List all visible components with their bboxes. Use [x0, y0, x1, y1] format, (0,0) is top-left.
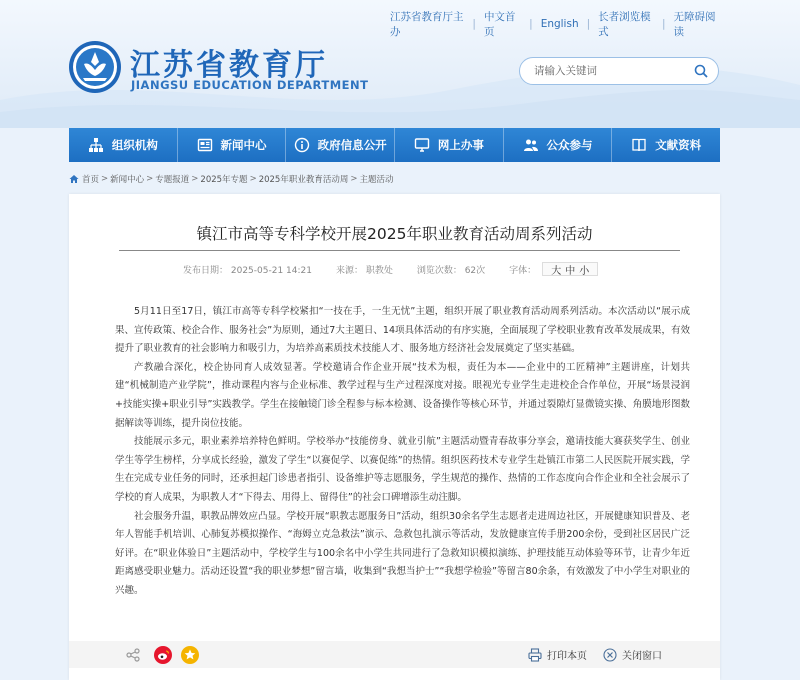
- breadcrumb-2025-topics[interactable]: 2025年专题: [200, 175, 248, 185]
- info-disclosure-icon: [294, 137, 310, 153]
- article-source: 来源： 职教处: [335, 265, 393, 276]
- close-window-button[interactable]: [603, 647, 662, 662]
- close-label: 关闭窗口: [622, 651, 662, 662]
- nav-item-info-disclosure[interactable]: [286, 128, 395, 162]
- education-department-logo[interactable]: [68, 40, 122, 94]
- org-chart-icon: [88, 137, 104, 153]
- home-icon: [69, 174, 79, 184]
- top-link-accessibility[interactable]: 无障碍阅读: [673, 11, 716, 38]
- publish-date: 发布日期： 2025-05-21 14:21: [183, 265, 312, 276]
- breadcrumb-theme-activities[interactable]: 主题活动: [359, 175, 394, 185]
- nav-item-organization[interactable]: [69, 128, 178, 162]
- top-link-separator: |: [529, 18, 533, 30]
- nav-item-label: 组织机构: [111, 138, 158, 152]
- title-divider: [119, 250, 680, 251]
- search-input[interactable]: [534, 65, 679, 77]
- font-size-medium[interactable]: 中: [565, 265, 576, 277]
- article-paragraph: 社会服务升温，职教品牌效应凸显。学校开展“职教志愿服务日”活动，组织30余名学生志愿者走进周边社区，开展健康知识普及、老年人智能手机培训、心肺复苏模拟操作、“海姆立克急救法”演示、急救包扎演示等活动，发放健康宣传手册200余份，受到社区居民广泛好评。在“职业体验日”主题活动中，学校学生与100余名中小学生共同进行了急救知识模拟演练、护理技能互动体验等环节，让青少年近距离感受职业魅力。活动还设置“我的职业梦想”留言墙，收集到“我想当护士”“我想学检验”等留言80余条，有效激发了中小学生对职业的兴趣。: [115, 510, 690, 596]
- article-title: 镇江市高等专科学校开展2025年职业教育活动周系列活动: [196, 225, 593, 243]
- font-size-large[interactable]: 大: [551, 265, 562, 277]
- close-icon: [603, 648, 617, 662]
- nav-item-label: 新闻中心: [220, 138, 267, 152]
- top-link-separator: |: [586, 18, 591, 30]
- main-nav: [69, 128, 720, 162]
- top-link-english[interactable]: English: [540, 18, 579, 30]
- newspaper-icon: [197, 137, 213, 153]
- view-count: 浏览次数： 62次: [416, 265, 486, 276]
- search-icon[interactable]: [694, 64, 708, 78]
- breadcrumb-special-reports[interactable]: 专题报道: [155, 175, 190, 185]
- font-size-switcher: [542, 262, 598, 276]
- printer-icon: [528, 648, 542, 662]
- top-link-separator: |: [472, 18, 476, 30]
- breadcrumb-separator: >: [146, 174, 154, 184]
- article-meta: [183, 263, 598, 275]
- top-links: [390, 11, 720, 38]
- article-card: [69, 194, 720, 680]
- site-subtitle: JIANGSU EDUCATION DEPARTMENT: [131, 78, 369, 92]
- breadcrumb-separator: >: [350, 174, 358, 184]
- font-size-label: 字体：: [509, 265, 537, 276]
- breadcrumb-separator: >: [191, 174, 199, 184]
- nav-item-news[interactable]: [178, 128, 287, 162]
- nav-item-label: 公众参与: [546, 138, 593, 152]
- site-header: [0, 0, 800, 128]
- breadcrumb-separator: >: [101, 174, 109, 184]
- footer-actions: [528, 647, 662, 662]
- search-box: [519, 57, 719, 85]
- people-icon: [523, 137, 539, 153]
- book-icon: [631, 137, 647, 153]
- nav-item-documents[interactable]: [612, 128, 720, 162]
- article-paragraph: 产教融合深化，校企协同育人成效显著。学校邀请合作企业开展“技术为根，责任为本——企业中的工匠精神”主题讲座，计划共建“机械制造产业学院”，推动课程内容与企业标准、教学过程与生产过程深度对接。眼视光专业学生走进校企合作单位，开展“场景浸润+技能实操+职业引导”实践教学。学生在接触镜门诊全程参与标本检测、设备操作等核心环节，并通过裂隙灯显微镜实操、角膜地形图数据解读等训练，提升岗位技能。: [115, 361, 690, 429]
- print-label: 打印本页: [547, 651, 587, 662]
- article-footer-bar: [69, 641, 720, 668]
- breadcrumb-home[interactable]: 首页: [82, 175, 100, 185]
- top-link-elderly-mode[interactable]: 长者浏览模式: [598, 11, 651, 38]
- article-paragraph: 5月11日至17日，镇江市高等专科学校紧扣“一技在手，一生无忧”主题，组织开展了职业教育活动周系列活动。本次活动以“展示成果、宣传政策、校企合作、服务社会”为原则，通过7大主题日、14项具体活动的有序实施，全面展现了学校职业教育改革发展成果，有效提升了职业教育的社会影响力和吸引力，为培养高素质技术技能人才、服务地方经济社会发展奠定了坚实基础。: [115, 306, 690, 355]
- nav-item-label: 文献资料: [655, 138, 702, 152]
- nav-item-public-participation[interactable]: [504, 128, 613, 162]
- nav-item-label: 政府信息公开: [317, 138, 387, 152]
- top-link-separator: |: [661, 18, 666, 30]
- article-body: [115, 303, 690, 601]
- article-paragraph: 技能展示多元，职业素养培养特色鲜明。学校举办“技能傍身、就业引航”主题活动暨青春故事分享会，邀请技能大赛获奖学生、创业学生等学生榜样，分享成长经验，激发了学生“以赛促学、以赛促练”的热情。组织医药技术专业学生赴镇江市第二人民医院开展实践，学生在完成专业任务的同时，还承担起门诊患者指引、设备维护等志愿服务，学生规范的操作、热情的工作态度向合作企业和全社会展示了学校的育人成果，为职教人才“下得去、用得上、留得住”的社会口碑增添生动注脚。: [115, 436, 690, 503]
- breadcrumb-news-center[interactable]: 新闻中心: [110, 175, 145, 185]
- share-icon[interactable]: [126, 648, 140, 662]
- print-button[interactable]: [528, 647, 587, 662]
- breadcrumb-separator: >: [249, 174, 257, 184]
- nav-item-label: 网上办事: [437, 138, 484, 152]
- breadcrumb: [69, 173, 393, 185]
- nav-item-online-services[interactable]: [395, 128, 504, 162]
- font-size-small[interactable]: 小: [579, 265, 590, 277]
- weibo-share-icon[interactable]: [154, 646, 172, 664]
- breadcrumb-vocational-week[interactable]: 2025年职业教育活动周: [258, 175, 349, 185]
- top-link-chinese-home[interactable]: 中文首页: [483, 11, 516, 38]
- monitor-icon: [414, 137, 430, 153]
- top-link-host[interactable]: 江苏省教育厅主办: [390, 11, 464, 38]
- site-title: 江苏省教育厅: [130, 48, 328, 83]
- favorite-icon[interactable]: [181, 646, 199, 664]
